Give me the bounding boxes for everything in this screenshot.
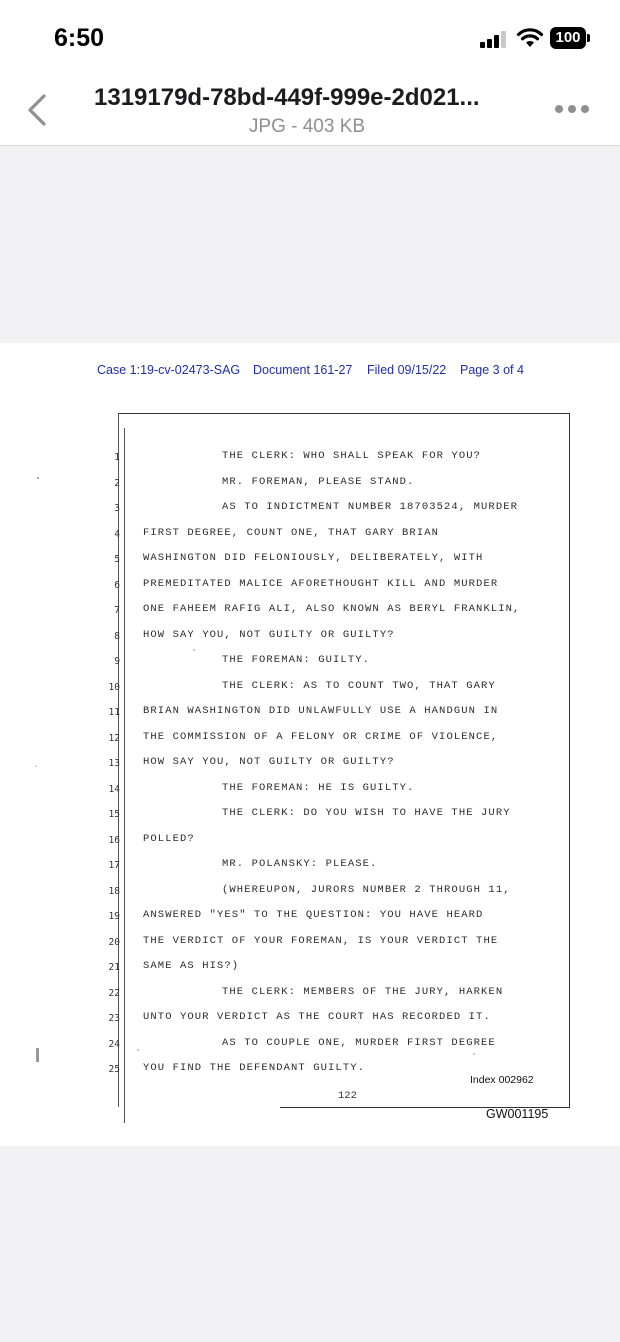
line-text: FIRST DEGREE, COUNT ONE, THAT GARY BRIAN xyxy=(143,526,440,539)
line-text: SAME AS HIS?) xyxy=(143,960,240,972)
line-text: THE VERDICT OF YOUR FOREMAN, IS YOUR VERDICT THE xyxy=(143,934,499,947)
line-text: THE CLERK: MEMBERS OF THE JURY, HARKEN xyxy=(222,985,504,998)
line-text: WASHINGTON DID FELONIOUSLY, DELIBERATELY, WITH xyxy=(143,552,484,564)
status-time: 6:50 xyxy=(54,24,105,52)
line-number: 1 xyxy=(114,452,120,463)
line-text: POLLED? xyxy=(143,832,195,845)
line-number: 19 xyxy=(108,911,120,922)
line-text: THE FOREMAN: GUILTY. xyxy=(222,654,371,666)
line-number: 12 xyxy=(108,732,120,744)
line-number: 18 xyxy=(108,885,120,897)
line-number: 10 xyxy=(108,681,120,693)
line-text: ANSWERED "YES" TO THE QUESTION: YOU HAVE HEARD xyxy=(143,909,484,921)
line-number: 3 xyxy=(114,503,120,514)
bates-stamp: GW001195 xyxy=(486,1107,549,1121)
line-number: 22 xyxy=(108,987,120,999)
line-text: THE COMMISSION OF A FELONY OR CRIME OF VIOLENCE, xyxy=(143,730,499,743)
line-number: 8 xyxy=(114,630,120,642)
filed-date: Filed 09/15/22 xyxy=(367,363,447,377)
battery-level: 100 xyxy=(550,27,586,49)
line-number: 24 xyxy=(108,1038,120,1050)
line-text: UNTO YOUR VERDICT AS THE COURT HAS RECORDED IT. xyxy=(143,1011,491,1023)
transcript-page-number: 122 xyxy=(338,1090,357,1102)
file-subtitle: JPG - 403 KB xyxy=(248,116,366,137)
line-number: 14 xyxy=(108,783,120,795)
line-text: BRIAN WASHINGTON DID UNLAWFULLY USE A HANDGUN IN xyxy=(143,705,499,717)
line-text: THE CLERK: AS TO COUNT TWO, THAT GARY xyxy=(222,679,496,692)
line-text: THE CLERK: WHO SHALL SPEAK FOR YOU? xyxy=(222,450,482,462)
line-number: 20 xyxy=(108,936,120,948)
line-text: AS TO INDICTMENT NUMBER 18703524, MURDER xyxy=(222,501,519,513)
line-text: (WHEREUPON, JURORS NUMBER 2 THROUGH 11, xyxy=(222,883,511,896)
page-indicator: Page 3 of 4 xyxy=(460,363,524,377)
line-number: 17 xyxy=(108,860,120,871)
line-number: 25 xyxy=(108,1064,120,1075)
line-text: ONE FAHEEM RAFIG ALI, ALSO KNOWN AS BERYL FRANKLIN, xyxy=(143,603,521,615)
line-number: 23 xyxy=(108,1013,120,1024)
line-text: THE CLERK: DO YOU WISH TO HAVE THE JURY xyxy=(222,807,511,819)
line-text: MR. FOREMAN, PLEASE STAND. xyxy=(222,475,415,488)
line-number: 21 xyxy=(108,962,120,973)
line-text: AS TO COUPLE ONE, MURDER FIRST DEGREE xyxy=(222,1036,496,1049)
line-number: 15 xyxy=(108,809,120,820)
line-number: 4 xyxy=(114,528,120,540)
line-number: 13 xyxy=(108,758,120,769)
line-number: 7 xyxy=(114,605,120,616)
line-number: 9 xyxy=(114,656,120,667)
line-text: HOW SAY YOU, NOT GUILTY OR GUILTY? xyxy=(143,628,395,641)
line-number: 16 xyxy=(108,834,120,846)
line-text: THE FOREMAN: HE IS GUILTY. xyxy=(222,781,415,794)
line-text: HOW SAY YOU, NOT GUILTY OR GUILTY? xyxy=(143,756,395,768)
line-number: 11 xyxy=(108,707,120,718)
index-stamp: Index 002962 xyxy=(470,1074,534,1086)
line-text: PREMEDITATED MALICE AFORETHOUGHT KILL AND MURDER xyxy=(143,577,499,590)
file-title: 1319179d-78bd-449f-999e-2d021... xyxy=(94,84,480,111)
case-number: Case 1:19-cv-02473-SAG xyxy=(97,363,241,377)
line-number: 5 xyxy=(114,554,120,565)
document-number: Document 161-27 xyxy=(253,363,353,377)
line-text: MR. POLANSKY: PLEASE. xyxy=(222,858,378,870)
line-number: 2 xyxy=(114,477,120,489)
line-text: YOU FIND THE DEFENDANT GUILTY. xyxy=(143,1062,366,1074)
line-number: 6 xyxy=(114,579,120,591)
